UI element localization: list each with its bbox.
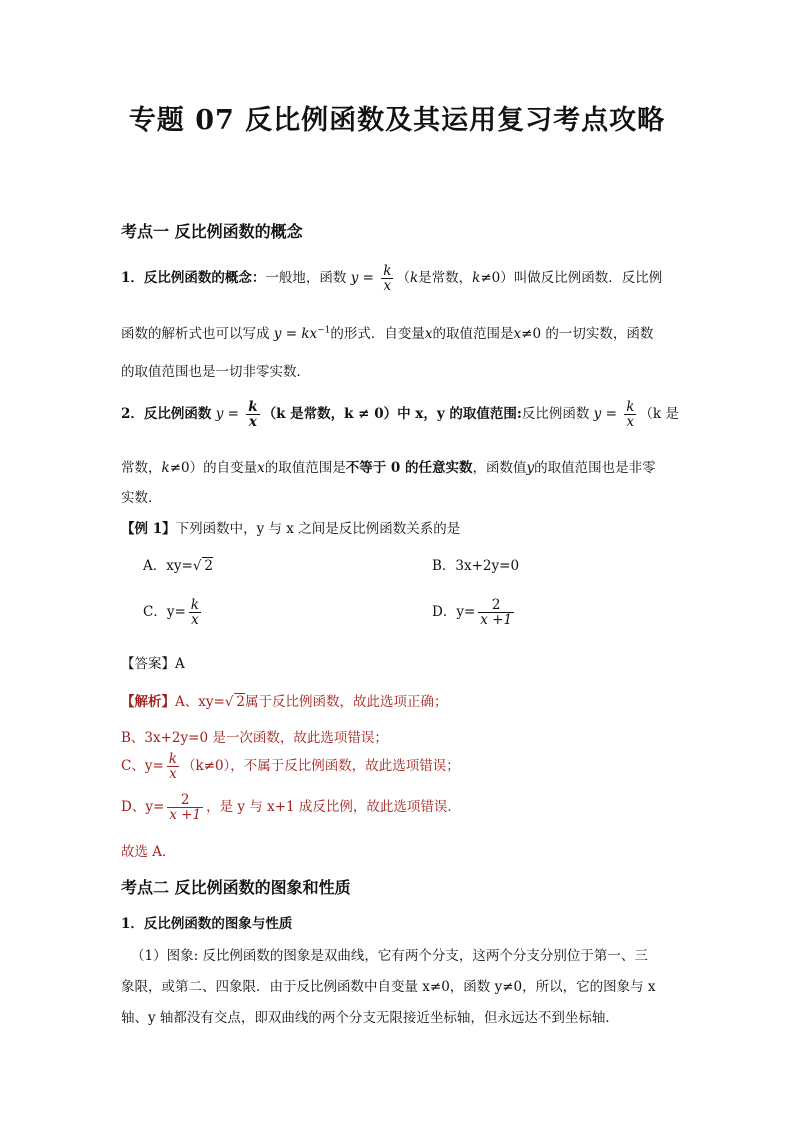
denominator: x	[248, 414, 257, 431]
question-text: 下列函数中，y 与 x 之间是反比例函数关系的是	[175, 521, 461, 537]
analysis-label: 【解析】	[121, 694, 175, 710]
option-text: C．y=	[143, 604, 186, 621]
paragraph-1-line-2	[121, 322, 653, 342]
numerator: 2	[478, 598, 514, 613]
text: 的取值范围是	[432, 326, 514, 342]
document-title: 专题 07 反比例函数及其运用复习考点攻略	[128, 105, 666, 136]
paragraph-2-line-3: 实数．	[121, 490, 162, 506]
math-var: k	[472, 270, 481, 287]
text: （k 是	[639, 406, 679, 423]
paragraph-2-line-1: 2．反比例函数 y = $\frac{k}{x}$ （k 是常数，k ≠ 0）中 x，y 的取值范围:反比例函数 y = $\frac{k}{x}$ （k 是	[121, 399, 679, 431]
numerator: k	[248, 399, 258, 415]
text: 是常数，	[418, 270, 473, 287]
numerator: k	[383, 263, 392, 279]
sqrt-symbol: √	[224, 694, 234, 710]
analysis-line-1	[121, 690, 448, 710]
text: C、y=	[121, 758, 164, 775]
option-c	[143, 598, 204, 627]
paragraph-2-line-2	[121, 456, 656, 476]
math-var: x	[424, 326, 433, 342]
numerator: k	[190, 597, 199, 613]
numerator: k	[168, 751, 177, 767]
example-label: 【例 1】	[121, 521, 176, 537]
denominator: x	[169, 766, 177, 783]
paragraph-3-line-2: 象限，或第二、四象限．由于反比例函数中自变量 x≠0，函数 y≠0，所以，它的图象与 x	[121, 979, 656, 995]
text: =	[358, 270, 379, 287]
fraction-2-over-x-plus-1	[167, 793, 203, 822]
paragraph-1-line-1	[121, 264, 662, 293]
text: ≠0）的自变量	[169, 460, 258, 476]
option-a	[143, 554, 213, 574]
section-heading-1: 考点一 反比例函数的概念	[121, 222, 303, 241]
text: 的形式．自变量	[330, 326, 425, 342]
fraction-k-over-x	[381, 264, 393, 293]
text: 的取值范围也是非零	[534, 460, 656, 476]
range-label: 2．反比例函数	[121, 406, 212, 423]
option-d	[432, 598, 517, 627]
fraction-k-over-x	[624, 400, 636, 429]
denominator: x	[383, 278, 392, 295]
subheading-graph-properties: 1．反比例函数的图象与性质	[121, 916, 293, 932]
analysis-line-3	[121, 752, 460, 781]
text: D、y=	[121, 799, 165, 816]
math-var: x	[513, 326, 522, 342]
text: ≠0 的一切实数，函数	[521, 326, 654, 342]
text: 常数，	[121, 460, 162, 476]
analysis-line-2: B、3x+2y=0 是一次函数，故此选项错误；	[121, 730, 388, 746]
text: 属于反比例函数，故此选项正确；	[245, 694, 448, 710]
fraction-k-over-x	[189, 598, 201, 627]
denominator: x +1	[480, 612, 513, 629]
text: ，函数值	[472, 460, 527, 476]
text: 一般地，函数	[265, 270, 351, 287]
section-heading-2: 考点二 反比例函数的图象和性质	[121, 878, 351, 897]
answer: 【答案】A	[121, 656, 185, 672]
superscript: −1	[317, 325, 331, 336]
numerator: 2	[167, 793, 203, 808]
text: 反比例函数	[521, 406, 590, 423]
math-var: k	[409, 270, 419, 287]
paragraph-3-line-3: 轴、y 轴都没有交点，即双曲线的两个分支无限接近坐标轴，但永远达不到坐标轴．	[121, 1010, 619, 1026]
sqrt-symbol: √	[192, 558, 202, 574]
paragraph-3-line-1: （1）图象: 反比例函数的图象是双曲线，它有两个分支，这两个分支分别位于第一、三	[131, 948, 648, 964]
fraction-k-over-x	[167, 752, 179, 781]
numerator: k	[626, 399, 635, 415]
text: 函数的解析式也可以写成	[121, 326, 274, 342]
option-b: B．3x+2y=0	[432, 558, 520, 574]
text: 的取值范围是	[264, 460, 346, 476]
sqrt-radicand: 2	[204, 558, 214, 574]
analysis-line-5: 故选 A．	[121, 844, 176, 860]
math-var: y	[273, 326, 282, 342]
text: （k≠0），不属于反比例函数，故此选项错误；	[181, 758, 460, 775]
sqrt-radicand: 2	[236, 694, 246, 710]
math-var: x	[257, 460, 265, 476]
option-text: A．xy=	[143, 558, 193, 574]
analysis-line-4	[121, 793, 461, 822]
math-var: y	[350, 270, 359, 287]
fraction-k-over-x	[246, 400, 259, 429]
text: ≠0）叫做反比例函数．反比例	[480, 270, 663, 287]
emphasis-text: 不等于 0 的任意实数	[345, 460, 473, 476]
range-label-cont: （k 是常数，k ≠ 0）中 x，y 的取值范围:	[262, 406, 522, 423]
example-1-question	[121, 517, 460, 537]
concept-label: 1．反比例函数的概念：	[121, 270, 266, 287]
denominator: x +1	[169, 807, 202, 824]
text: （	[396, 270, 410, 287]
option-text: D．y=	[432, 604, 476, 621]
math-var: k	[161, 460, 170, 476]
math-var: y	[526, 460, 535, 476]
text: ，是 y 与 x+1 成反比例，故此选项错误．	[206, 799, 461, 816]
paragraph-1-line-3: 的取值范围也是一切非零实数．	[121, 364, 310, 380]
denominator: x	[191, 612, 199, 629]
text: =	[281, 326, 302, 342]
denominator: x	[626, 414, 635, 431]
text: A、xy=	[175, 694, 225, 710]
fraction-2-over-x-plus-1	[478, 598, 514, 627]
math-expr: kx	[301, 326, 318, 342]
